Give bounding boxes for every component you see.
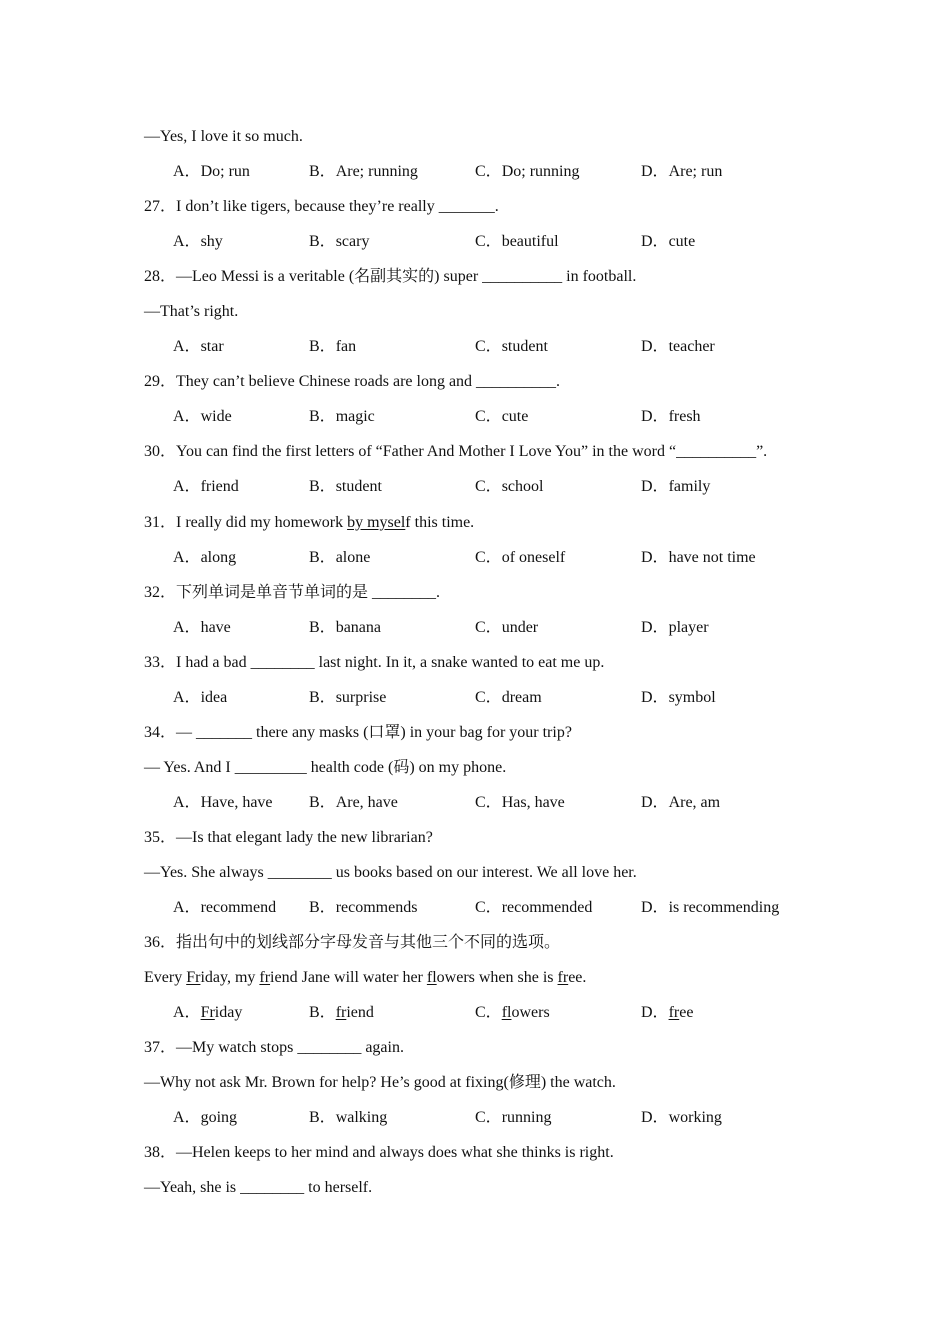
option-letter: B． [309,899,336,917]
text-run: —Yes. She always ________ us books based on our interest. We all love her. [144,863,637,881]
answer-option [641,399,701,434]
text-run: 32．下列单词是单音节单词的是 ________. [144,583,441,601]
option-letter: B． [309,163,336,181]
text-run: 30．You can find the first letters of “Father And Mother I Love You” in the word “__________”. [144,443,768,461]
text-run: have [200,618,231,636]
answer-option [641,995,693,1030]
answer-option [309,785,398,820]
option-letter: D． [641,233,669,251]
text-run: working [668,1109,722,1127]
underlined-text: fr [557,969,569,987]
option-letter: A． [173,338,201,356]
text-run: wide [200,408,232,426]
text-run: player [668,618,709,636]
underlined-text: by mysel [347,513,406,531]
question-line [144,1170,844,1205]
option-letter: B． [309,1004,336,1022]
answer-option [173,540,236,575]
text-run: 29．They can’t believe Chinese roads are long and __________. [144,373,561,391]
answer-option [475,154,579,189]
text-run: iday, my [200,969,260,987]
answer-option [475,890,592,925]
answer-option [641,1100,722,1135]
text-run: —Yes, I love it so much. [144,128,303,145]
option-letter: C． [475,688,502,706]
option-letter: D． [641,478,669,496]
question-line [144,1065,844,1100]
text-run: fresh [668,408,701,426]
answer-options-row [144,995,844,1030]
text-run: 36．指出句中的划线部分字母发音与其他三个不同的选项。 [144,934,561,952]
text-run: is recommending [668,899,780,917]
option-letter: C． [475,338,502,356]
option-letter: D． [641,1004,669,1022]
answer-option [641,469,710,504]
option-letter: A． [173,899,201,917]
option-letter: A． [173,618,201,636]
text-run: ee. [568,969,587,987]
answer-option [173,1100,237,1135]
underlined-text: fr [259,969,271,987]
text-run: have not time [668,548,756,566]
text-run: iday [214,1004,243,1022]
underlined-text: fr [335,1004,347,1022]
answer-option [641,785,720,820]
answer-option [309,329,356,364]
answer-option [475,224,559,259]
option-letter: C． [475,233,502,251]
text-run: 28．—Leo Messi is a veritable (名副其实的) super __________ in football. [144,268,637,286]
text-run: surprise [335,688,387,706]
text-run: recommended [501,899,593,917]
option-letter: A． [173,408,201,426]
question-line [144,855,844,890]
answer-option [173,680,227,715]
answer-option [309,1100,387,1135]
answer-option [641,540,756,575]
question-line [144,820,844,855]
option-letter: A． [173,478,201,496]
option-letter: D． [641,793,669,811]
worksheet-page [144,119,844,1205]
option-letter: B． [309,233,336,251]
text-run: Do; running [501,163,580,181]
option-letter: B． [309,1109,336,1127]
text-run: —Yeah, she is ________ to herself. [144,1179,373,1197]
option-letter: A． [173,163,201,181]
text-run: alone [335,548,371,566]
answer-options-row [144,785,844,820]
text-run: cute [501,408,529,426]
underlined-text: fl [426,969,437,987]
option-letter: A． [173,793,201,811]
option-letter: D． [641,618,669,636]
text-run: running [501,1109,552,1127]
text-run: Every [144,969,187,987]
text-run: star [200,338,224,356]
question-line [144,1135,844,1170]
question-line [144,434,844,469]
question-line [144,294,844,329]
option-letter: A． [173,1109,201,1127]
answer-option [173,399,232,434]
text-run: Are; running [335,163,418,181]
option-letter: C． [475,478,502,496]
text-run: teacher [668,338,715,356]
option-letter: C． [475,618,502,636]
text-run: Have, have [200,793,273,811]
option-letter: D． [641,688,669,706]
answer-options-row [144,469,844,504]
question-line [144,925,844,960]
option-letter: A． [173,1004,201,1022]
text-run: Are; run [668,163,723,181]
answer-option [475,610,538,645]
answer-option [309,995,374,1030]
text-run: 37．—My watch stops ________ again. [144,1039,404,1057]
question-line [144,259,844,294]
answer-option [475,329,548,364]
answer-option [641,680,716,715]
answer-options-row [144,329,844,364]
answer-option [475,785,565,820]
text-run: symbol [668,688,716,706]
answer-option [641,890,779,925]
text-run: family [668,478,711,496]
answer-option [309,540,370,575]
text-run: walking [335,1109,388,1127]
answer-option [173,890,276,925]
option-letter: C． [475,793,502,811]
text-run: iend Jane will water her [270,969,427,987]
text-run: — Yes. And I _________ health code (码) on my phone. [144,758,507,776]
answer-options-row [144,1100,844,1135]
text-run: f this time. [405,513,475,531]
option-letter: D． [641,899,669,917]
text-run: Do; run [200,163,250,181]
option-letter: C． [475,548,502,566]
answer-option [641,154,722,189]
text-run: scary [335,233,370,251]
option-letter: B． [309,618,336,636]
text-run: —Why not ask Mr. Brown for help? He’s good at fixing(修理) the watch. [144,1074,616,1092]
answer-options-row [144,680,844,715]
question-line [144,715,844,750]
question-line [144,1030,844,1065]
text-run: student [501,338,548,356]
answer-option [309,680,386,715]
answer-option [309,610,381,645]
text-run: going [200,1109,238,1127]
text-run: Are, have [335,793,398,811]
text-run: 38．—Helen keeps to her mind and always does what she thinks is right. [144,1144,614,1162]
text-run: fan [335,338,357,356]
answer-options-row [144,224,844,259]
text-run: shy [200,233,223,251]
answer-option [173,329,224,364]
text-run: iend [346,1004,374,1022]
text-run: —That’s right. [144,303,239,321]
answer-option [641,329,715,364]
option-letter: A． [173,688,201,706]
option-letter: C． [475,408,502,426]
question-line [144,364,844,399]
option-letter: D． [641,163,669,181]
text-run: friend [200,478,239,496]
option-letter: B． [309,338,336,356]
option-letter: C． [475,163,502,181]
option-letter: B． [309,478,336,496]
text-run: recommends [335,899,418,917]
answer-option [173,154,250,189]
answer-options-row [144,399,844,434]
answer-option [173,469,239,504]
text-run: Has, have [501,793,565,811]
question-line [144,750,844,785]
answer-option [475,540,565,575]
text-run: 33．I had a bad ________ last night. In it, a snake wanted to eat me up. [144,653,605,671]
option-letter: B． [309,793,336,811]
text-run: student [335,478,382,496]
text-run: along [200,548,237,566]
option-letter: D． [641,408,669,426]
text-run: Are, am [668,793,721,811]
text-run: of oneself [501,548,566,566]
question-line [144,575,844,610]
text-run: owers when she is [436,969,558,987]
option-letter: A． [173,548,201,566]
underlined-text: Fr [200,1004,215,1022]
text-run: 27．I don’t like tigers, because they’re really _______. [144,198,499,216]
option-letter: B． [309,548,336,566]
question-line [144,960,844,995]
option-letter: B． [309,688,336,706]
answer-options-row [144,154,844,189]
option-letter: B． [309,408,336,426]
answer-option [641,224,695,259]
answer-option [641,610,709,645]
text-run: under [501,618,539,636]
text-run: magic [335,408,375,426]
question-line [144,189,844,224]
answer-option [309,224,369,259]
text-run: ee [679,1004,694,1022]
answer-options-row [144,610,844,645]
answer-option [309,890,417,925]
option-letter: C． [475,899,502,917]
answer-options-row [144,540,844,575]
answer-option [309,154,418,189]
text-run: dream [501,688,542,706]
answer-option [173,995,242,1030]
text-run: banana [335,618,381,636]
underlined-text: fr [668,1004,680,1022]
question-line [144,505,844,540]
answer-option [475,995,550,1030]
text-run: idea [200,688,228,706]
option-letter: C． [475,1004,502,1022]
answer-option [475,399,528,434]
underlined-text: fl [501,1004,512,1022]
answer-option [475,1100,551,1135]
option-letter: C． [475,1109,502,1127]
text-run: school [501,478,544,496]
question-line [144,645,844,680]
answer-options-row [144,890,844,925]
answer-option [173,610,231,645]
answer-option [309,399,375,434]
option-letter: D． [641,1109,669,1127]
answer-option [173,785,273,820]
question-line [144,119,844,154]
text-run: beautiful [501,233,559,251]
option-letter: A． [173,233,201,251]
answer-option [173,224,223,259]
text-run: cute [668,233,696,251]
answer-option [475,469,543,504]
text-run: 34．— _______ there any masks (口罩) in your bag for your trip? [144,723,572,741]
text-run: recommend [200,899,277,917]
underlined-text: Fr [186,969,201,987]
text-run: owers [511,1004,550,1022]
option-letter: D． [641,548,669,566]
text-run: 35．—Is that elegant lady the new librarian? [144,828,433,846]
text-run: 31．I really did my homework [144,513,348,531]
answer-option [309,469,382,504]
option-letter: D． [641,338,669,356]
answer-option [475,680,542,715]
